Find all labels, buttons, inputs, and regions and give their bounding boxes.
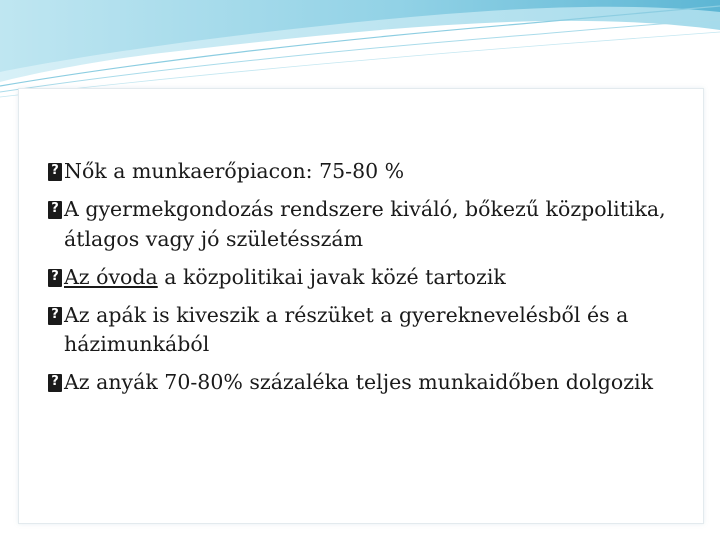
bullet-underlined-text: Az óvoda — [64, 264, 158, 289]
bullet-text: Az apák is kiveszik a részüket a gyereknevelésből és a házimunkából — [64, 302, 629, 356]
missing-glyph-box-icon — [48, 374, 62, 392]
bullet-text: Az anyák 70-80% százaléka teljes munkaidőben dolgozik — [64, 370, 653, 394]
missing-glyph-box-icon — [48, 163, 62, 181]
bullet-text: A gyermekgondozás rendszere kiváló, bőkezű közpolitika, átlagos vagy jó születésszám — [64, 197, 666, 251]
bullet-item — [48, 157, 688, 187]
bullet-item — [48, 368, 688, 398]
bullet-text: a közpolitikai javak közé tartozik — [157, 264, 506, 289]
missing-glyph-box-icon — [48, 201, 62, 219]
bullet-item — [48, 301, 688, 360]
bullet-list — [48, 157, 688, 406]
bullet-item — [48, 195, 688, 254]
bullet-item — [48, 263, 688, 293]
bullet-text: Nők a munkaerőpiacon: 75-80 % — [64, 159, 405, 183]
missing-glyph-box-icon — [48, 269, 62, 287]
missing-glyph-box-icon — [48, 307, 62, 325]
